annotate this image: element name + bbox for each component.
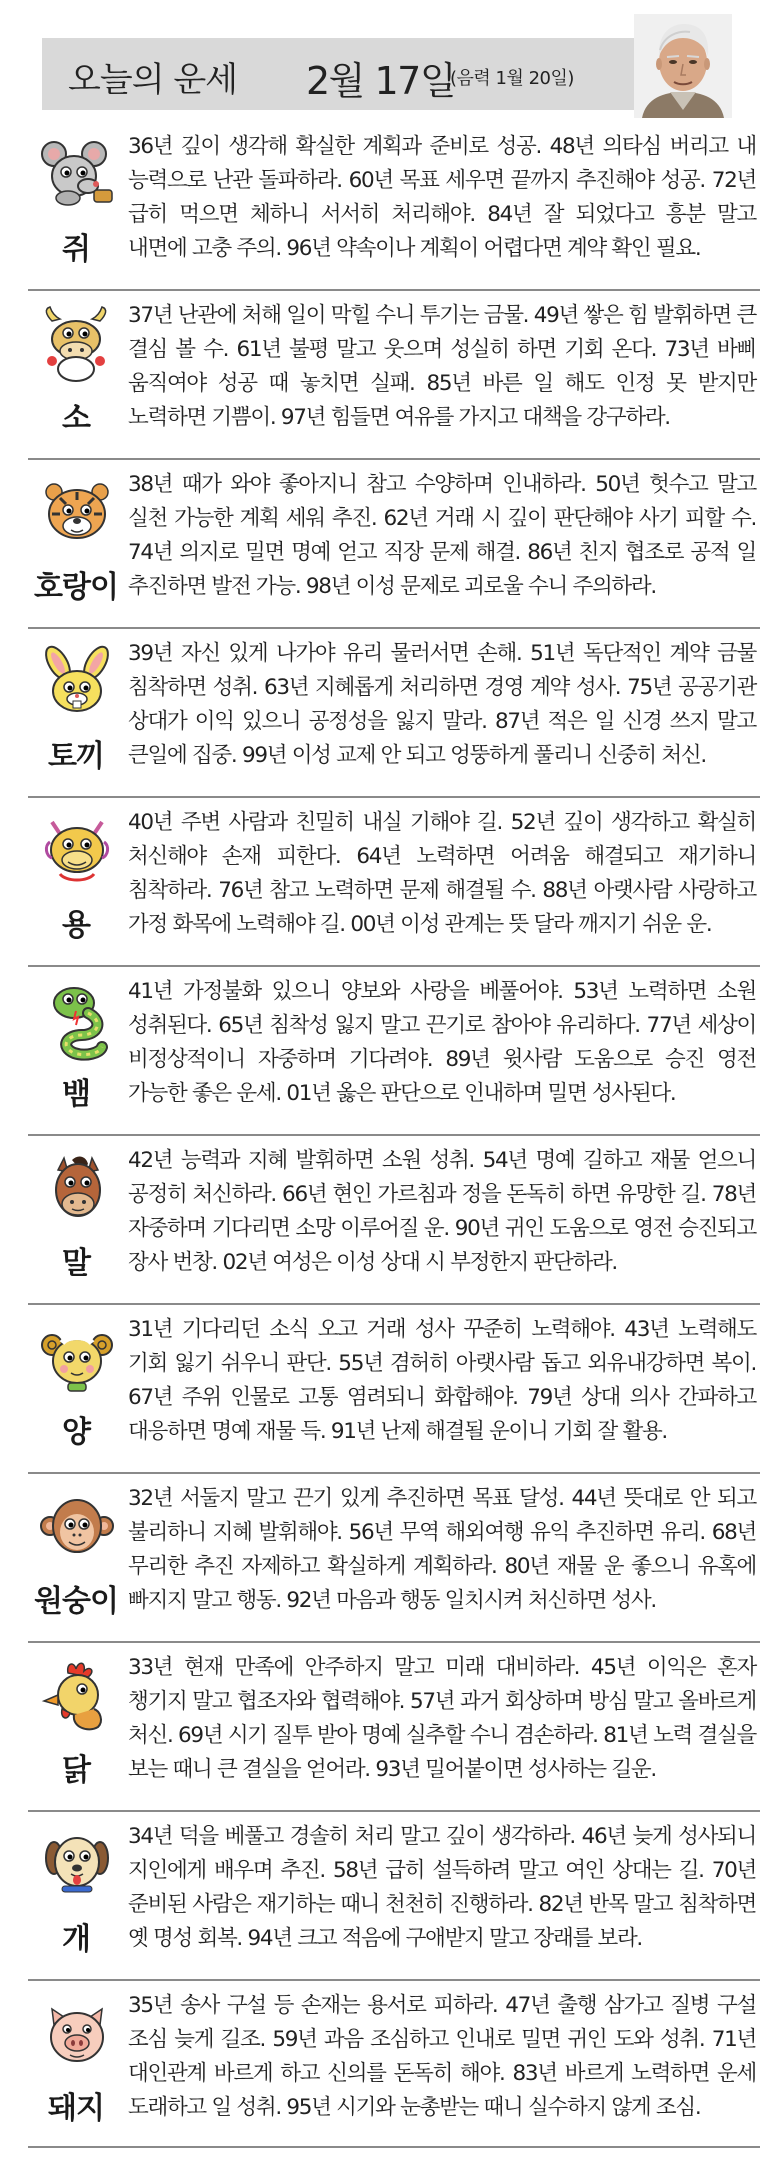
fortune-row-rooster — [28, 1641, 760, 1810]
animal-cell — [28, 1474, 124, 1641]
fortune-text: 42년 능력과 지혜 발휘하면 소원 성취. 54년 명예 길하고 재물 얻으니 공정히 처신하라. 66년 현인 가르침과 정을 돈독히 하면 유망한 길. 78년 자중하며 기다리면 소망 이루어질 운. 90년 귀인 도움으로 영전 승진되고 장사 번창. 02년 여성은 이성 상대 시 부정한지 판단하라. — [128, 1148, 756, 1275]
animal-name: 닭 — [62, 1753, 90, 1788]
animal-name: 토끼 — [48, 739, 104, 774]
rooster-icon — [38, 1657, 118, 1737]
fortune-list — [28, 122, 760, 2148]
fortune-row-rabbit — [28, 627, 760, 796]
animal-name: 쥐 — [62, 232, 90, 267]
fortune-row-ox — [28, 289, 760, 458]
animal-cell — [28, 1981, 124, 2146]
page-title: 오늘의 운세 — [68, 60, 238, 100]
animal-name: 뱀 — [62, 1077, 90, 1112]
snake-icon — [38, 981, 118, 1061]
rabbit-icon — [38, 643, 118, 723]
animal-cell — [28, 122, 124, 289]
animal-cell — [28, 1643, 124, 1810]
horse-icon — [38, 1150, 118, 1230]
pig-icon — [38, 1995, 118, 2075]
fortune-row-tiger — [28, 458, 760, 627]
animal-cell — [28, 1812, 124, 1979]
animal-cell — [28, 967, 124, 1134]
fortune-row-horse — [28, 1134, 760, 1303]
dragon-icon — [38, 812, 118, 892]
rat-icon — [38, 136, 118, 216]
fortune-text: 40년 주변 사람과 친밀히 내실 기해야 길. 52년 깊이 생각하고 확실히 처신해야 손재 피한다. 64년 노력하면 어려움 해결되고 재기하니 침착하라. 76년 참고 노력하면 문제 해결될 수. 88년 아랫사람 사랑하고 가정 화목에 노력해야 길. 00년 이성 관계는 뜻 달라 깨지기 쉬운 운. — [128, 810, 756, 937]
fortune-row-dog — [28, 1810, 760, 1979]
fortune-text: 31년 기다리던 소식 오고 거래 성사 꾸준히 노력해야. 43년 노력해도 기회 잃기 쉬우니 판단. 55년 겸허히 아랫사람 돕고 외유내강하면 복이. 67년 주위 인물로 고통 염려되니 화합해야. 79년 상대 의사 간파하고 대응하면 명예 재물 득. 91년 난제 해결될 운이니 기회 잘 활용. — [128, 1317, 756, 1444]
animal-cell — [28, 1305, 124, 1472]
fortune-row-snake — [28, 965, 760, 1134]
animal-name: 개 — [62, 1922, 90, 1957]
fortune-row-dragon — [28, 796, 760, 965]
monkey-icon — [38, 1488, 118, 1568]
date-label: 2월 17일 — [306, 59, 456, 103]
animal-cell — [28, 291, 124, 458]
columnist-photo — [634, 14, 732, 118]
animal-cell — [28, 1136, 124, 1303]
fortune-text: 34년 덕을 베풀고 경솔히 처리 말고 깊이 생각하라. 46년 늦게 성사되니 지인에게 배우며 추진. 58년 급히 설득하려 말고 여인 상대는 길. 70년 준비된 사람은 재기하는 때니 천천히 진행하라. 82년 반목 말고 침착하면 옛 명성 회복. 94년 크고 적음에 구애받지 말고 장래를 보라. — [128, 1824, 756, 1951]
animal-cell — [28, 798, 124, 965]
ox-icon — [38, 305, 118, 385]
fortune-text: 32년 서둘지 말고 끈기 있게 추진하면 목표 달성. 44년 뜻대로 안 되고 불리하니 지혜 발휘해야. 56년 무역 해외여행 유익 추진하면 유리. 68년 무리한 추진 자제하고 확실하게 계획하라. 80년 재물 운 좋으니 유혹에 빠지지 말고 행동. 92년 마음과 행동 일치시켜 처신하면 성사. — [128, 1486, 756, 1613]
fortune-row-rat — [28, 122, 760, 289]
fortune-text: 41년 가정불화 있으니 양보와 사랑을 베풀어야. 53년 노력하면 소원 성취된다. 65년 침착성 잃지 말고 끈기로 참아야 유리하다. 77년 세상이 비정상적이니 자중하며 기다려야. 89년 윗사람 도움으로 승진 영전 가능한 좋은 운세. 01년 옳은 판단으로 인내하며 밀면 성사된다. — [128, 979, 756, 1106]
animal-name: 용 — [62, 908, 90, 943]
animal-name: 원숭이 — [34, 1584, 118, 1619]
animal-name: 소 — [62, 401, 90, 436]
fortune-text: 33년 현재 만족에 안주하지 말고 미래 대비하라. 45년 이익은 혼자 챙기지 말고 협조자와 협력해야. 57년 과거 회상하며 방심 말고 올바르게 처신. 69년 시기 질투 받아 명예 실추할 수니 겸손하라. 81년 노력 결실을 보는 때니 큰 결실을 얻어라. 93년 밀어붙이면 성사하는 길운. — [128, 1655, 756, 1782]
fortune-header — [42, 38, 640, 110]
animal-cell — [28, 460, 124, 627]
fortune-row-sheep — [28, 1303, 760, 1472]
sheep-icon — [38, 1319, 118, 1399]
fortune-text: 36년 깊이 생각해 확실한 계획과 준비로 성공. 48년 의타심 버리고 내 능력으로 난관 돌파하라. 60년 목표 세우면 끝까지 추진해야 성공. 72년 급히 먹으면 체하니 서서히 처리해야. 84년 잘 되었다고 흥분 말고 내면에 고충 주의. 96년 약속이나 계획이 어렵다면 계약 확인 필요. — [128, 134, 756, 261]
tiger-icon — [38, 474, 118, 554]
fortune-text: 39년 자신 있게 나가야 유리 물러서면 손해. 51년 독단적인 계약 금물 침착하면 성취. 63년 지혜롭게 처리하면 경영 계약 성사. 75년 공공기관 상대가 이익 있으니 공정성을 잃지 말라. 87년 적은 일 신경 쓰지 말고 큰일에 집중. 99년 이성 교제 안 되고 엉뚱하게 풀리니 신중히 처신. — [128, 641, 756, 768]
animal-cell — [28, 629, 124, 796]
fortune-row-pig — [28, 1979, 760, 2148]
fortune-row-monkey — [28, 1472, 760, 1641]
animal-name: 말 — [62, 1246, 90, 1281]
fortune-text: 35년 송사 구설 등 손재는 용서로 피하라. 47년 출행 삼가고 질병 구설 조심 늦게 길조. 59년 과음 조심하고 인내로 밀면 귀인 도와 성취. 71년 대인관계 바르게 하고 신의를 돈독히 해야. 83년 바르게 노력하면 운세 도래하고 일 성취. 95년 시기와 눈총받는 때니 실수하지 않게 조심. — [128, 1993, 756, 2120]
lunar-date-label: (음력 1월 20일) — [450, 68, 574, 89]
fortune-text: 37년 난관에 처해 일이 막힐 수니 투기는 금물. 49년 쌓은 힘 발휘하면 큰 결심 볼 수. 61년 불평 말고 웃으며 성실히 하면 기회 온다. 73년 바삐 움직여야 성공 때 놓치면 실패. 85년 바른 일 해도 인정 못 받지만 노력하면 기쁨이. 97년 힘들면 여유를 가지고 대책을 강구하라. — [128, 303, 756, 430]
animal-name: 호랑이 — [34, 570, 118, 605]
dog-icon — [38, 1826, 118, 1906]
animal-name: 양 — [62, 1415, 90, 1450]
animal-name: 돼지 — [48, 2091, 104, 2126]
fortune-text: 38년 때가 와야 좋아지니 참고 수양하며 인내하라. 50년 헛수고 말고 실천 가능한 계획 세워 추진. 62년 거래 시 깊이 판단해야 사기 피할 수. 74년 의지로 밀면 명예 얻고 직장 문제 해결. 86년 친지 협조로 공적 일 추진하면 발전 가능. 98년 이성 문제로 괴로울 수니 주의하라. — [128, 472, 756, 599]
